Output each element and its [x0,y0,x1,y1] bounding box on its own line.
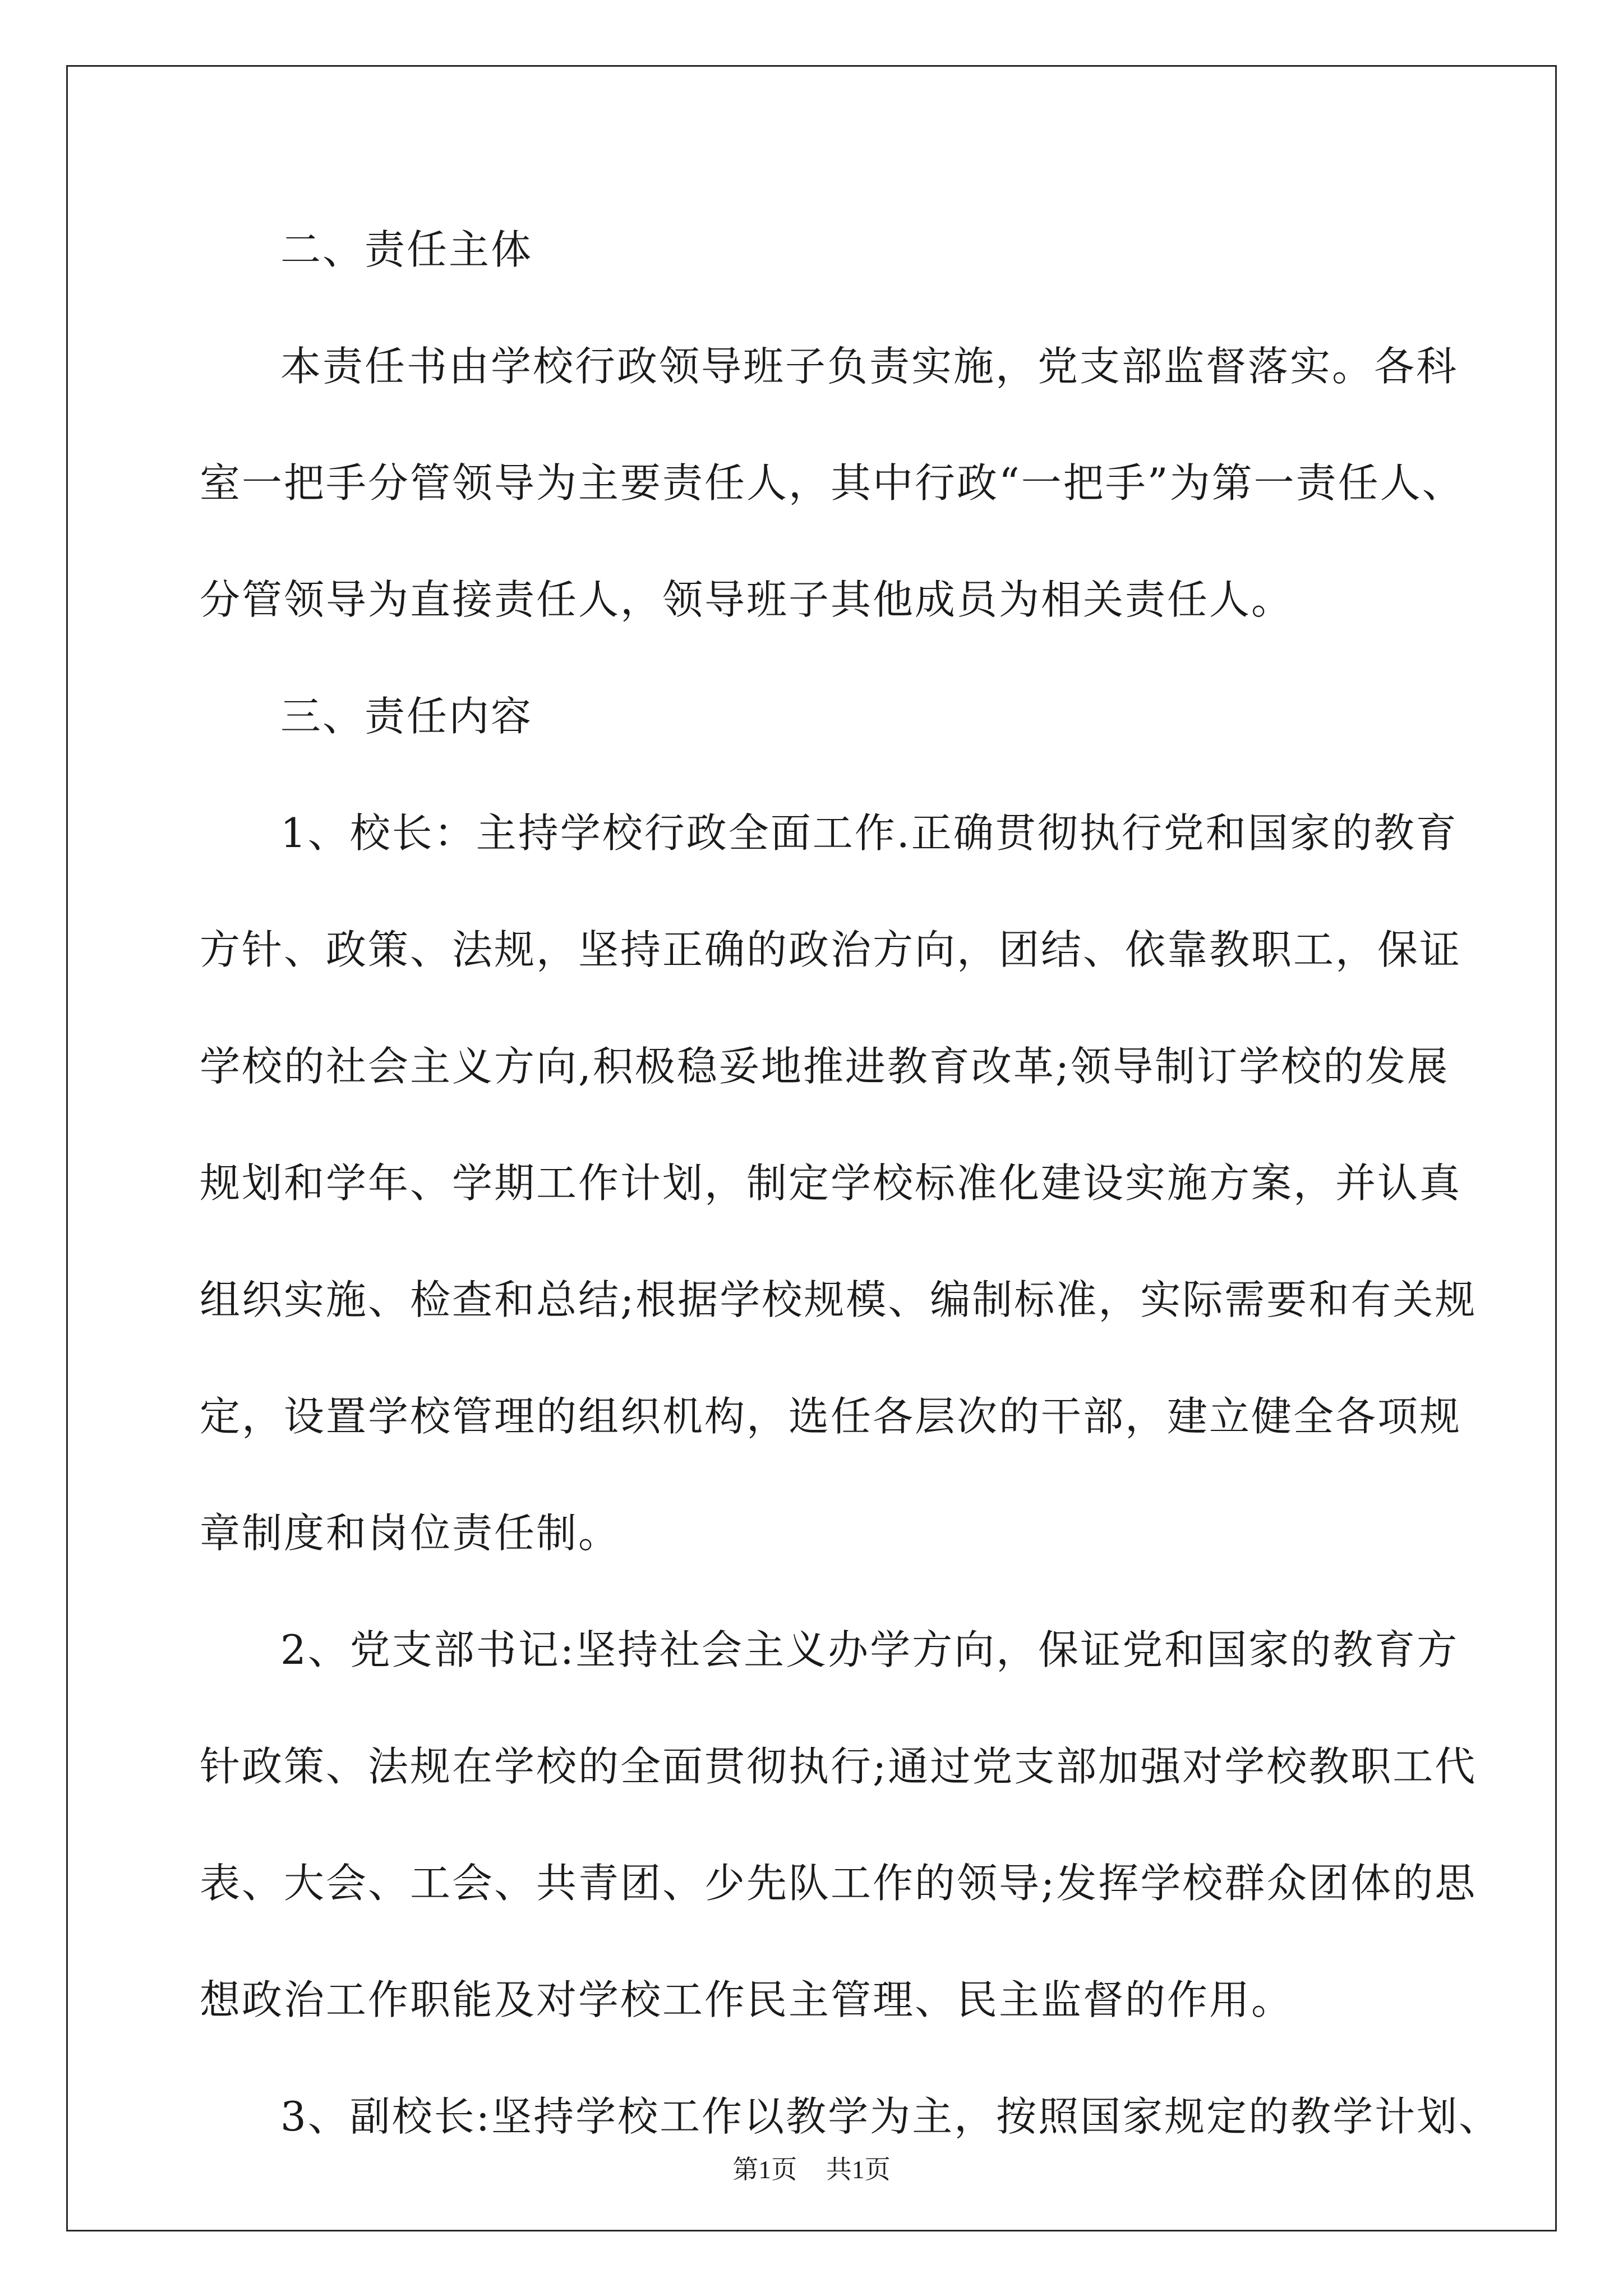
paragraph-line: 2、党支部书记:坚持社会主义办学方向，保证党和国家的教育方 [280,1626,1459,1673]
paragraph-line: 针政策、法规在学校的全面贯彻执行;通过党支部加强对学校教职工代 [200,1743,1477,1790]
paragraph-line: 学校的社会主义方向,积极稳妥地推进教育改革;领导制订学校的发展 [200,1043,1450,1090]
page-number-total: 共1页 [826,2155,891,2184]
paragraph-line: 规划和学年、学期工作计划，制定学校标准化建设实施方案，并认真 [200,1159,1462,1207]
section-heading-3: 三、责任内容 [280,693,533,740]
paragraph-line: 想政治工作职能及对学校工作民主管理、民主监督的作用。 [200,1976,1294,2023]
paragraph-line: 分管领导为直接责任人，领导班子其他成员为相关责任人。 [200,576,1294,623]
paragraph-line: 3、副校长:坚持学校工作以教学为主，按照国家规定的教学计划、 [280,2093,1501,2140]
section-heading-2: 二、责任主体 [280,226,533,273]
paragraph-line: 定，设置学校管理的组织机构，选任各层次的干部，建立健全各项规 [200,1393,1462,1440]
paragraph-line: 室一把手分管领导为主要责任人，其中行政“一把手”为第一责任人、 [200,459,1464,507]
paragraph-line: 表、大会、工会、共青团、少先队工作的领导;发挥学校群众团体的思 [200,1860,1477,1907]
page-number-current: 第1页 [732,2155,797,2184]
paragraph-line: 方针、政策、法规，坚持正确的政治方向，团结、依靠教职工，保证 [200,926,1462,973]
paragraph-line: 本责任书由学校行政领导班子负责实施，党支部监督落实。各科 [280,343,1459,390]
page-footer [0,2153,1623,2187]
paragraph-line: 章制度和岗位责任制。 [200,1510,621,1557]
paragraph-line: 组织实施、检查和总结;根据学校规模、编制标准，实际需要和有关规 [200,1276,1477,1323]
paragraph-line: 1、校长：主持学校行政全面工作.正确贯彻执行党和国家的教育 [280,809,1458,857]
document-body [200,208,1501,2191]
